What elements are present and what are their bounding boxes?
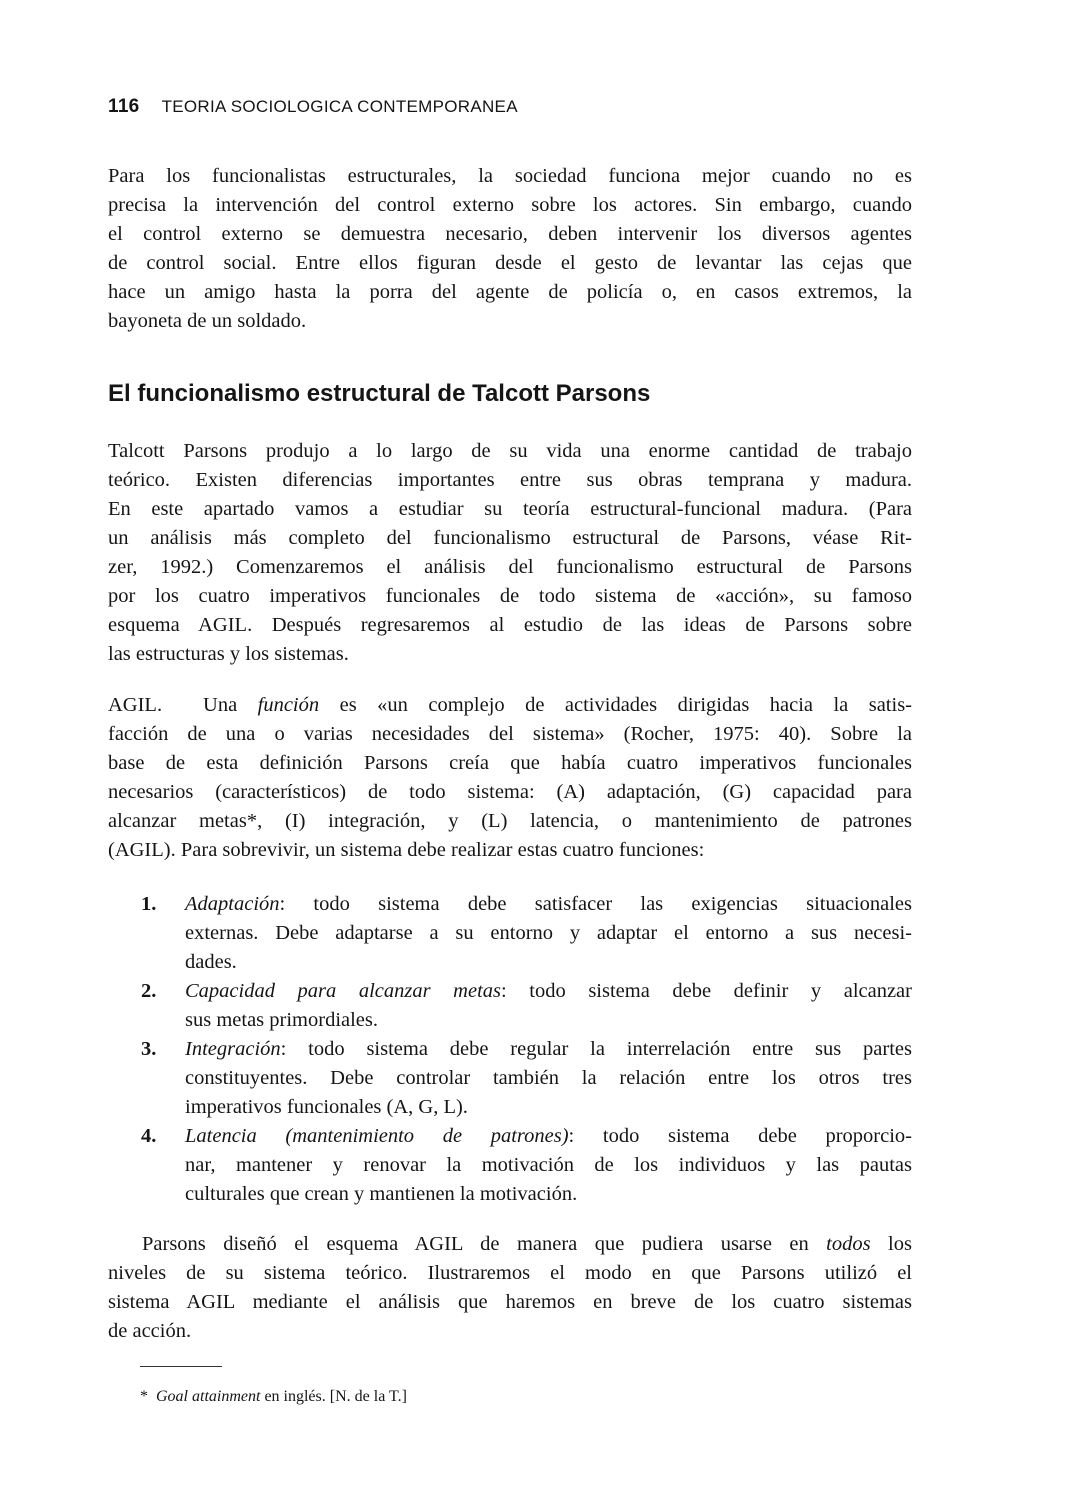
paragraph-line — [185, 977, 912, 1006]
paragraph-line: de control social. Entre ellos figuran desde el gesto de levantar las cejas que — [108, 252, 912, 274]
intro-paragraph — [108, 162, 912, 336]
functional-imperatives-list — [141, 890, 912, 1209]
text: : todo sistema debe proporcio- — [568, 1125, 912, 1147]
paragraph-line: sus metas primordiales. — [185, 1009, 379, 1031]
paragraph-line: dades. — [185, 951, 237, 973]
paragraph-line: por los cuatro imperativos funcionales de todo sistema de «acción», su famoso — [108, 585, 912, 607]
section-paragraph — [108, 437, 912, 669]
paragraph-line: precisa la intervención del control externo sobre los actores. Sin embargo, cuando — [108, 194, 912, 216]
paragraph-line: un análisis más completo del funcionalismo estructural de Parsons, véase Rit- — [108, 527, 912, 549]
paragraph-line: alcanzar metas*, (I) integración, y (L) latencia, o mantenimiento de patrones — [108, 810, 912, 832]
list-item — [141, 977, 912, 1035]
paragraph-line: esquema AGIL. Después regresaremos al estudio de las ideas de Parsons sobre — [108, 614, 912, 636]
paragraph-line: imperativos funcionales (A, G, L). — [185, 1096, 468, 1118]
section-heading: El funcionalismo estructural de Talcott Parsons — [108, 380, 651, 407]
paragraph-line: externas. Debe adaptarse a su entorno y adaptar el entorno a sus necesi- — [185, 922, 912, 944]
page-number: 116 — [108, 96, 140, 117]
italic-term: Latencia (mantenimiento de patrones) — [185, 1125, 569, 1147]
paragraph-line: En este apartado vamos a estudiar su teoría estructural-funcional madura. (Para — [108, 498, 912, 520]
paragraph-line: de acción. — [108, 1320, 192, 1342]
running-title: TEORIA SOCIOLOGICA CONTEMPORANEA — [161, 97, 518, 116]
italic-term: función — [257, 694, 320, 716]
italic-term: Adaptación — [185, 893, 280, 915]
text: es «un complejo de actividades dirigidas hacia la satis- — [319, 694, 913, 716]
paragraph-line — [108, 691, 912, 720]
paragraph-line: Para los funcionalistas estructurales, la sociedad funciona mejor cuando no es — [108, 165, 912, 187]
text: Una — [203, 694, 258, 716]
text: Parsons diseñó el esquema AGIL de manera que pudiera usarse en — [142, 1233, 827, 1255]
paragraph-line: sistema AGIL mediante el análisis que haremos en breve de los cuatro sistemas — [108, 1291, 912, 1313]
list-item — [141, 890, 912, 977]
list-number: 4. — [141, 1125, 157, 1147]
footnote-text: en inglés. [N. de la T.] — [260, 1388, 407, 1405]
agil-paragraph — [108, 691, 912, 865]
list-item — [141, 1035, 912, 1122]
paragraph-line: teórico. Existen diferencias importantes entre sus obras temprana y madura. — [108, 469, 912, 491]
italic-emphasis: todos — [826, 1233, 871, 1255]
footnote — [140, 1388, 407, 1406]
paragraph-line: necesarios (característicos) de todo sistema: (A) adaptación, (G) capacidad para — [108, 781, 912, 803]
paragraph-line: hace un amigo hasta la porra del agente de policía o, en casos extremos, la — [108, 281, 912, 303]
paragraph-line: base de esta definición Parsons creía que había cuatro imperativos funcionales — [108, 752, 912, 774]
paragraph-line — [185, 890, 912, 919]
italic-term: Integración — [185, 1038, 281, 1060]
paragraph-line: constituyentes. Debe controlar también la relación entre los otros tres — [185, 1067, 912, 1089]
paragraph-line: (AGIL). Para sobrevivir, un sistema debe realizar estas cuatro funciones: — [108, 839, 705, 861]
run-in-heading: AGIL. — [108, 694, 163, 716]
closing-paragraph — [108, 1230, 912, 1346]
list-number: 3. — [141, 1038, 157, 1060]
paragraph-line: niveles de su sistema teórico. Ilustraremos el modo en que Parsons utilizó el — [108, 1262, 912, 1284]
paragraph-line — [185, 1035, 912, 1064]
list-number: 1. — [141, 893, 157, 915]
italic-term: Capacidad para alcanzar metas — [185, 980, 502, 1002]
paragraph-line: zer, 1992.) Comenzaremos el análisis del funcionalismo estructural de Parsons — [108, 556, 912, 578]
paragraph-line: Talcott Parsons produjo a lo largo de su vida una enorme cantidad de trabajo — [108, 440, 912, 462]
text: : todo sistema debe regular la interrelación entre sus partes — [280, 1038, 912, 1060]
footnote-term: Goal attainment — [156, 1388, 261, 1405]
footnote-marker: * — [140, 1388, 148, 1405]
text: : todo sistema debe definir y alcanzar — [501, 980, 912, 1002]
paragraph-line: facción de una o varias necesidades del sistema» (Rocher, 1975: 40). Sobre la — [108, 723, 912, 745]
text: : todo sistema debe satisfacer las exigencias situacionales — [279, 893, 912, 915]
paragraph-line — [185, 1122, 912, 1151]
paragraph-line — [108, 1230, 912, 1259]
paragraph-line: las estructuras y los sistemas. — [108, 643, 349, 665]
list-number: 2. — [141, 980, 157, 1002]
running-header — [108, 96, 518, 118]
text: los — [870, 1233, 912, 1255]
footnote-divider — [140, 1366, 222, 1367]
list-item — [141, 1122, 912, 1209]
paragraph-line: el control externo se demuestra necesario, deben intervenir los diversos agentes — [108, 223, 912, 245]
paragraph-line: bayoneta de un soldado. — [108, 310, 307, 332]
paragraph-line: nar, mantener y renovar la motivación de los individuos y las pautas — [185, 1154, 912, 1176]
paragraph-line: culturales que crean y mantienen la motivación. — [185, 1183, 578, 1205]
